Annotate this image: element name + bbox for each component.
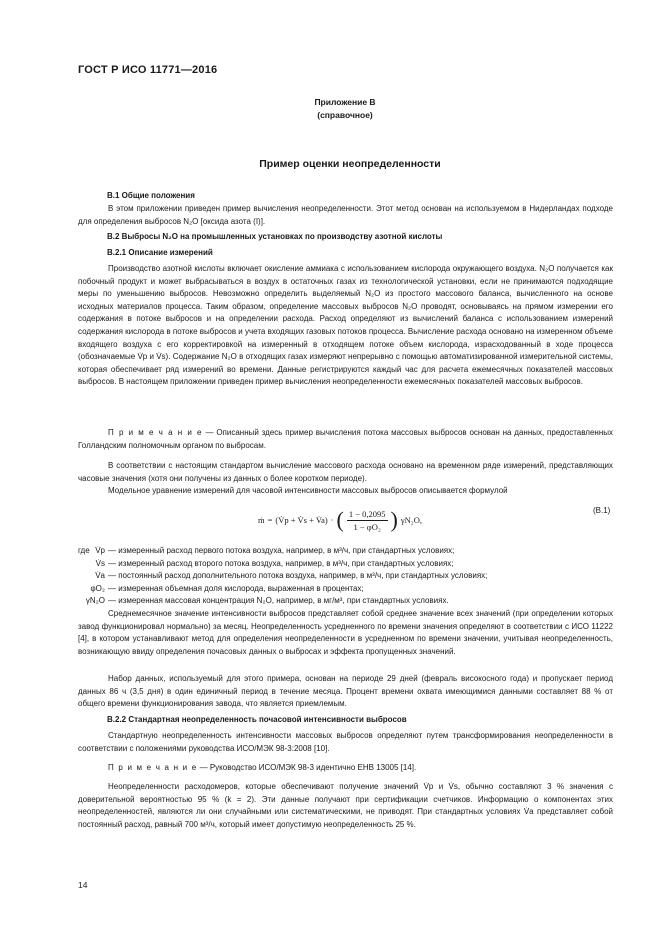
definition-text: — постоянный расход дополнительного потока воздуха, например, в м³/ч, при стандартных условиях;	[108, 571, 488, 581]
formula-right-paren-icon: )	[390, 507, 398, 532]
definition-symbol: γN₂O	[85, 596, 105, 606]
paragraph-flowmeters: Неопределенности расходомеров, которые обеспечивают получение значений V̇p и V̇s, обычно составляют 3 % значения с доверительной вероятностью 95 % (k = 2). Эти данные получают при сертификации счетчиков. Информацию о компонентах этих неопределенностей, являются ли они случайными или систематическими, не приводят. При стандартных условиях V̇a представляет собой постоянный расход, равный 700 м³/ч, который имеет допустимую неопределенность 25 %.	[78, 782, 613, 829]
definition-row	[78, 558, 623, 571]
paragraph-dataset: Набор данных, используемый для этого примера, основан на периоде 29 дней (февраль високосного года) и пропускает период данных 86 ч (3,5 дня) в один единичный период в течение месяца. Процент времени охвата имеющимися данными составляет 88 % от общего времени функционирования завода, что является приемлемым.	[78, 674, 613, 709]
section-b1-text: В этом приложении приведен пример вычисления неопределенности. Этот метод основан на используемом в Нидерландах подходе для определения выбросов N₂O [оксида азота (I)].	[78, 204, 613, 226]
note-2	[78, 762, 613, 775]
definition-row	[78, 595, 623, 608]
paragraph-model-equation: Модельное уравнение измерений для часовой интенсивности массовых выбросов описывается формулой	[108, 486, 508, 495]
formula-left-paren-icon: (	[336, 507, 344, 532]
section-b2-heading: В.2 Выбросы N₂O на промышленных установках по производству азотной кислоты	[107, 232, 443, 241]
paragraph-monthly-average: Среднемесячное значение интенсивности выбросов представляет собой среднее значение всех значений (при определении которых завод функционировал нормально) за месяц. Неопределенность усредненного по времени значения определяют в соответствии с ИСО 11222 [4], в котором устанавливают метод для определения неопределенности в усредненном по времени значении, учитывая неопределенность, возникающую ввиду определения почасовых данных о выбросах и эффекта пропущенных значений.	[78, 609, 613, 656]
section-b21-paragraph: Производство азотной кислоты включает окисление аммиака с использованием кислорода окружающего воздуха. N₂O получается как побочный продукт и может выбрасываться в воздух в остаточных газах из технологической установки, если не принимаются подходящие меры по уменьшению выбросов. Невозможно определить выделяемый N₂O из простого массового баланса, вычисленного на основе исходных материалов процесса. Таким образом, определение массовых выбросов N₂O проводят, основываясь на прямом измерении его содержания в потоке выбросов и на определении расхода. Расход определяют из вычислений баланса с использованием измерений содержания кислорода в потоке выбросов и учета входящих газовых потоков процесса. Вычисление расхода основано на измеренном объеме входящего воздуха с его корректировкой на измеренный в отходящем потоке объем кислорода, израсходованный в ходе процесса (обозначаемые V̇p и V̇s). Содержание N₂O в отходящих газах измеряют непрерывно с помощью автоматизированной измерительной системы, которая обеспечивает ряд измерений во времени. Данные регистрируются каждый час для расчета ежемесячных показателей массовых выбросов. В настоящем приложении приведен пример вычисления неопределенности ежемесячных показателей массовых выбросов.	[78, 264, 613, 387]
note-1-text: — Описанный здесь пример вычисления потока массовых выбросов основан на данных, предоставленных Голландским полномочным органом по выбросам.	[78, 428, 614, 450]
appendix-status: (справочное)	[317, 110, 373, 120]
formula-b1	[258, 502, 422, 538]
definition-symbol: V̇s	[95, 558, 105, 568]
definition-symbol: V̇a	[95, 571, 105, 581]
formula-sum: (V̇p + V̇s + V̇a)	[275, 515, 328, 525]
formula-denominator: 1 − φO₂	[353, 521, 381, 532]
formula-equals: =	[267, 515, 273, 525]
appendix-label: Приложение В	[314, 97, 376, 107]
definition-row	[78, 545, 623, 558]
paragraph-time-series: В соответствии с настоящим стандартом вычисление массового расхода основано на временном ряде измерений, представляющих часовые значения (хотя они получены из данных о более коротком периоде).	[78, 461, 613, 483]
formula-dot: ·	[330, 515, 334, 525]
definition-text: — измеренный расход первого потока воздуха, например, в м³/ч, при стандартных условиях;	[108, 546, 455, 555]
section-b1-heading: В.1 Общие положения	[107, 191, 195, 200]
page-title: Пример оценки неопределенности	[259, 158, 441, 170]
formula-number: (В.1)	[593, 506, 611, 515]
section-b22-paragraph: Стандартную неопределенность интенсивности массовых выбросов определяют путем трансформирования неопределенности в соответствии с положениями руководства ИСО/МЭК 98-3:2008 [10].	[78, 731, 613, 753]
definition-row	[78, 570, 623, 583]
note-2-label: П р и м е ч а н и е	[108, 763, 198, 772]
standard-header: ГОСТ Р ИСО 11771—2016	[78, 64, 218, 76]
page-number: 14	[78, 880, 88, 890]
formula-lhs: ṁ	[258, 515, 265, 525]
formula-tail: γN₂O,	[400, 515, 422, 525]
formula-numerator: 1 − 0,2095	[348, 508, 386, 519]
note-1-label: П р и м е ч а н и е	[108, 428, 203, 437]
definition-text: — измеренная объемная доля кислорода, выраженная в процентах;	[108, 583, 364, 593]
formula-fraction	[347, 509, 388, 532]
section-b22-heading: В.2.2 Стандартная неопределенность почасовой интенсивности выбросов	[107, 715, 407, 724]
definition-symbol: V̇p	[95, 546, 105, 555]
note-2-text: — Руководство ИСО/МЭК 98-3 идентично ЕНВ 13005 [14].	[197, 763, 417, 772]
definition-text: — измеренный расход второго потока воздуха, например, в м³/ч, при стандартных условиях;	[108, 558, 454, 568]
definition-symbol: φO₂	[90, 583, 105, 593]
where-label: где	[78, 546, 90, 555]
note-1	[78, 427, 613, 452]
section-b21-heading: В.2.1 Описание измерений	[107, 248, 213, 257]
symbol-definitions	[78, 545, 623, 608]
definition-text: — измеренная массовая концентрация N₂O, например, в мг/м³, при стандартных условиях.	[108, 596, 449, 606]
definition-row	[78, 583, 623, 596]
